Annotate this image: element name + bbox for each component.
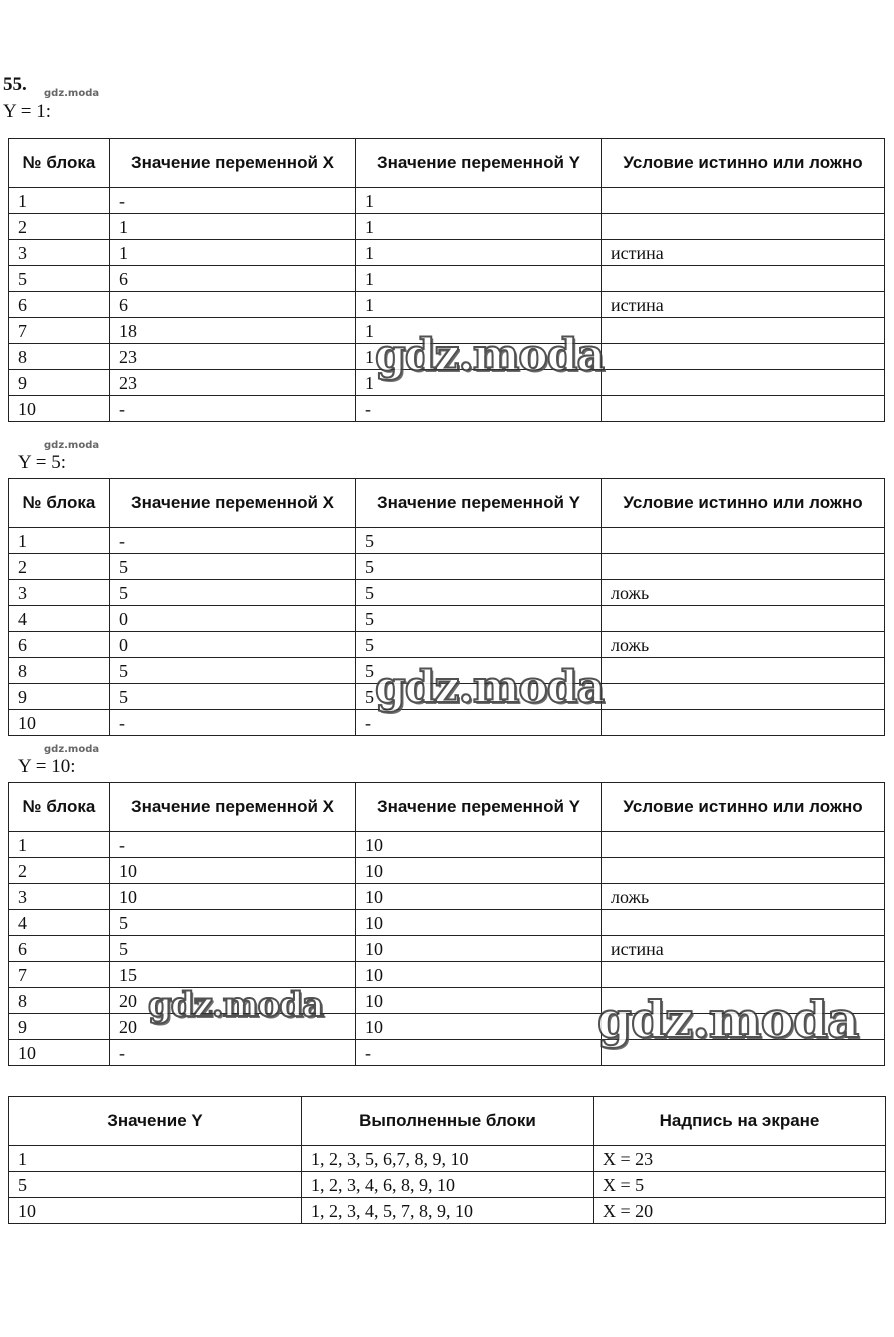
table-header-row xyxy=(9,783,885,832)
table-cell: 1 xyxy=(9,188,110,214)
table-row xyxy=(9,988,885,1014)
table-cell xyxy=(602,370,885,396)
table-row xyxy=(9,292,885,318)
table-cell: 1 xyxy=(110,240,356,266)
summary-body xyxy=(9,1146,886,1224)
watermark-small: gdz.moda xyxy=(44,88,100,99)
table-cell: 5 xyxy=(110,658,356,684)
table-cell: 15 xyxy=(110,962,356,988)
table-row xyxy=(9,528,885,554)
table-cell: 10 xyxy=(9,710,110,736)
table-cell: - xyxy=(110,1040,356,1066)
table-cell: 1 xyxy=(9,832,110,858)
header-y-value: Значение Y xyxy=(9,1097,302,1146)
table-cell: 5 xyxy=(356,606,602,632)
table-cell xyxy=(602,988,885,1014)
header-variable-y: Значение переменной Y xyxy=(356,139,602,188)
table-cell: 6 xyxy=(9,632,110,658)
table-row xyxy=(9,396,885,422)
header-executed-blocks: Выполненные блоки xyxy=(302,1097,594,1146)
watermark-large: gdz.moda xyxy=(148,985,324,1025)
table-cell xyxy=(602,606,885,632)
table-cell: 23 xyxy=(110,370,356,396)
table-cell: 2 xyxy=(9,858,110,884)
table-cell: 5 xyxy=(110,910,356,936)
table-cell: X = 5 xyxy=(594,1172,886,1198)
table-cell: X = 20 xyxy=(594,1198,886,1224)
table-cell: 6 xyxy=(110,266,356,292)
table-cell: 5 xyxy=(110,554,356,580)
table-cell: 5 xyxy=(356,554,602,580)
table-row xyxy=(9,214,885,240)
table-cell: 5 xyxy=(110,580,356,606)
table-cell: 9 xyxy=(9,684,110,710)
header-block-number: № блока xyxy=(9,139,110,188)
table-cell: 1 xyxy=(356,240,602,266)
table-cell: ложь xyxy=(602,580,885,606)
table-cell: 6 xyxy=(110,292,356,318)
header-variable-x: Значение переменной X xyxy=(110,479,356,528)
table-cell xyxy=(602,710,885,736)
watermark-large: gdz.moda xyxy=(597,990,859,1049)
table-cell: 5 xyxy=(110,684,356,710)
table-cell: 8 xyxy=(9,658,110,684)
table-cell: 3 xyxy=(9,884,110,910)
table-cell: 20 xyxy=(110,1014,356,1040)
table-row xyxy=(9,188,885,214)
table-body xyxy=(9,188,885,422)
watermark-large: gdz.moda xyxy=(375,662,605,713)
trace-table-y10 xyxy=(8,782,885,1066)
header-variable-y: Значение переменной Y xyxy=(356,479,602,528)
table-body xyxy=(9,832,885,1066)
table-cell xyxy=(602,554,885,580)
table-cell: 1 xyxy=(356,188,602,214)
table-row xyxy=(9,710,885,736)
table-row xyxy=(9,884,885,910)
table-cell: 0 xyxy=(110,632,356,658)
table-cell: - xyxy=(356,396,602,422)
table-cell: - xyxy=(356,1040,602,1066)
table-cell: 8 xyxy=(9,988,110,1014)
table-cell: 1 xyxy=(356,344,602,370)
table-cell: 5 xyxy=(356,632,602,658)
table-cell xyxy=(602,188,885,214)
table-cell: 10 xyxy=(9,396,110,422)
table-cell: 7 xyxy=(9,318,110,344)
table-row xyxy=(9,684,885,710)
table-cell: 10 xyxy=(110,858,356,884)
table-cell: 18 xyxy=(110,318,356,344)
table-cell xyxy=(602,344,885,370)
table-row xyxy=(9,858,885,884)
header-block-number: № блока xyxy=(9,783,110,832)
table-cell: ложь xyxy=(602,884,885,910)
table-cell: 1, 2, 3, 5, 6,7, 8, 9, 10 xyxy=(302,1146,594,1172)
table-cell: 10 xyxy=(356,884,602,910)
summary-table xyxy=(8,1096,886,1224)
table-cell: 5 xyxy=(9,1172,302,1198)
table-cell xyxy=(602,396,885,422)
table-cell: 9 xyxy=(9,370,110,396)
table-cell: 9 xyxy=(9,1014,110,1040)
table-cell: 10 xyxy=(356,936,602,962)
table-row xyxy=(9,658,885,684)
table-cell: 1, 2, 3, 4, 5, 7, 8, 9, 10 xyxy=(302,1198,594,1224)
table-cell: - xyxy=(110,832,356,858)
case-label-y5: Y = 5: xyxy=(18,452,67,473)
table-cell xyxy=(602,658,885,684)
table-cell: - xyxy=(110,528,356,554)
header-variable-x: Значение переменной X xyxy=(110,139,356,188)
table-cell: 23 xyxy=(110,344,356,370)
table-cell: 10 xyxy=(356,1014,602,1040)
table-cell: 3 xyxy=(9,240,110,266)
table-cell: 10 xyxy=(110,884,356,910)
header-condition: Условие истинно или ложно xyxy=(602,139,885,188)
header-condition: Условие истинно или ложно xyxy=(602,479,885,528)
case-label-y1: Y = 1: xyxy=(3,101,52,122)
table-cell xyxy=(602,858,885,884)
table-cell: 1, 2, 3, 4, 6, 8, 9, 10 xyxy=(302,1172,594,1198)
table-cell: 10 xyxy=(356,858,602,884)
table-cell xyxy=(602,962,885,988)
table-cell xyxy=(602,1014,885,1040)
table-cell: 20 xyxy=(110,988,356,1014)
table-cell: 1 xyxy=(110,214,356,240)
table-cell: 10 xyxy=(356,910,602,936)
table-row xyxy=(9,832,885,858)
table-cell xyxy=(602,528,885,554)
header-block-number: № блока xyxy=(9,479,110,528)
table-cell xyxy=(602,266,885,292)
table-cell: 5 xyxy=(356,580,602,606)
table-cell: 4 xyxy=(9,606,110,632)
table-cell: - xyxy=(110,710,356,736)
summary-row xyxy=(9,1146,886,1172)
table-header-row xyxy=(9,139,885,188)
task-number: 55. xyxy=(3,74,27,95)
table-row xyxy=(9,910,885,936)
header-screen-output: Надпись на экране xyxy=(594,1097,886,1146)
summary-row xyxy=(9,1172,886,1198)
table-cell: 0 xyxy=(110,606,356,632)
header-variable-x: Значение переменной X xyxy=(110,783,356,832)
table-cell: 1 xyxy=(9,528,110,554)
table-cell: 6 xyxy=(9,292,110,318)
table-row xyxy=(9,1014,885,1040)
table-row xyxy=(9,1040,885,1066)
table-cell: 2 xyxy=(9,214,110,240)
table-header-row xyxy=(9,479,885,528)
table-cell: 5 xyxy=(356,528,602,554)
table-cell: истина xyxy=(602,292,885,318)
table-cell: 5 xyxy=(9,266,110,292)
table-cell: 1 xyxy=(356,214,602,240)
summary-header-row xyxy=(9,1097,886,1146)
table-cell: ложь xyxy=(602,632,885,658)
table-cell: 5 xyxy=(356,684,602,710)
table-cell xyxy=(602,832,885,858)
table-cell: - xyxy=(110,188,356,214)
table-cell: 2 xyxy=(9,554,110,580)
table-row xyxy=(9,606,885,632)
table-cell xyxy=(602,1040,885,1066)
trace-table-y1 xyxy=(8,138,885,422)
table-cell: 4 xyxy=(9,910,110,936)
table-row xyxy=(9,240,885,266)
table-row xyxy=(9,344,885,370)
table-cell: 3 xyxy=(9,580,110,606)
trace-table-y5 xyxy=(8,478,885,736)
table-cell xyxy=(602,214,885,240)
table-cell: 10 xyxy=(356,988,602,1014)
table-cell: 1 xyxy=(356,266,602,292)
table-cell: 1 xyxy=(356,292,602,318)
table-row xyxy=(9,318,885,344)
table-cell: 10 xyxy=(356,962,602,988)
table-row xyxy=(9,962,885,988)
header-condition: Условие истинно или ложно xyxy=(602,783,885,832)
watermark-small: gdz.moda xyxy=(44,440,100,451)
table-cell xyxy=(602,318,885,344)
table-row xyxy=(9,370,885,396)
table-row xyxy=(9,936,885,962)
watermark-small: gdz.moda xyxy=(44,744,100,755)
table-cell: 1 xyxy=(9,1146,302,1172)
table-cell: 1 xyxy=(356,318,602,344)
table-row xyxy=(9,266,885,292)
table-cell: - xyxy=(110,396,356,422)
table-cell: 10 xyxy=(9,1198,302,1224)
table-cell: истина xyxy=(602,936,885,962)
table-cell: - xyxy=(356,710,602,736)
watermark-large: gdz.moda xyxy=(375,330,605,381)
table-cell: X = 23 xyxy=(594,1146,886,1172)
table-row xyxy=(9,632,885,658)
table-body xyxy=(9,528,885,736)
table-cell: истина xyxy=(602,240,885,266)
table-cell xyxy=(602,684,885,710)
table-cell xyxy=(602,910,885,936)
table-cell: 6 xyxy=(9,936,110,962)
table-cell: 10 xyxy=(9,1040,110,1066)
table-cell: 8 xyxy=(9,344,110,370)
table-cell: 10 xyxy=(356,832,602,858)
header-variable-y: Значение переменной Y xyxy=(356,783,602,832)
case-label-y10: Y = 10: xyxy=(18,756,76,777)
table-cell: 5 xyxy=(356,658,602,684)
table-cell: 1 xyxy=(356,370,602,396)
table-row xyxy=(9,554,885,580)
table-row xyxy=(9,580,885,606)
summary-row xyxy=(9,1198,886,1224)
table-cell: 5 xyxy=(110,936,356,962)
table-cell: 7 xyxy=(9,962,110,988)
